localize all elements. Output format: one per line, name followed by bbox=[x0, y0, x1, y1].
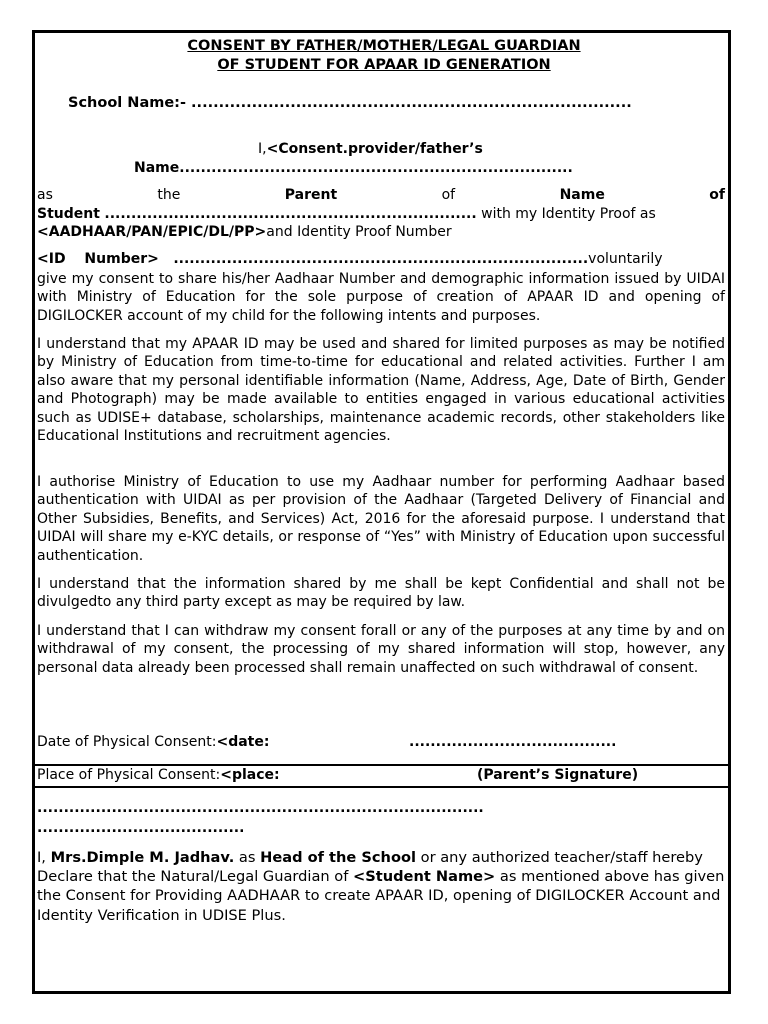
student-name-field[interactable]: ...................................................................... bbox=[104, 206, 477, 222]
school-name-row bbox=[68, 95, 632, 111]
paragraph-authorise: I authorise Ministry of Education to use my Aadhaar number for performing Aadhaar based authentication with UIDAI as per provision of the Aadhaar (Targeted Delivery of Financial and Other Subsidies, Benefits, and Services) Act, 2016 for the aforesaid purpose. I understand that UIDAI will share my e-KYC details, or response of “Yes” with Ministry of Education upon successful authentication. bbox=[37, 474, 725, 564]
place-row bbox=[37, 767, 280, 783]
paragraph-withdraw: I understand that I can withdraw my consent forall or any of the purposes at any time by and on withdrawal of my consent, the processing of my shared information will stop, however, any personal data already been processed shall remain unaffected on such withdrawal of consent. bbox=[37, 623, 725, 676]
identity-proof-text: with my Identity Proof as bbox=[476, 206, 656, 222]
consent-name-label: Name bbox=[134, 160, 180, 176]
signature-dots-line[interactable]: .................................................................................... bbox=[37, 800, 484, 816]
school-name-field[interactable]: ................................................................................ bbox=[191, 95, 632, 111]
voluntarily-text: voluntarily bbox=[588, 251, 663, 267]
date-placeholder[interactable]: <date: bbox=[216, 734, 270, 750]
consent-provider-row bbox=[258, 141, 483, 157]
declaration-paragraph bbox=[37, 848, 725, 925]
id-number-row bbox=[37, 251, 663, 267]
consent-name-row bbox=[134, 160, 573, 176]
student-row bbox=[37, 206, 656, 222]
declaration-text-2: as mentioned above has given the Consent for Providing AADHAAR to create APAAR ID, opening of DIGILOCKER Account and Identity Verification in UDISE Plus. bbox=[37, 868, 725, 924]
paragraph-apaar-usage: I understand that my APAAR ID may be used and shared for limited purposes as may be notified by Ministry of Education from time-to-time for educational and related activities. Further I am also aware that my personal identifiable information (Name, Address, Age, Date of Birth, Gender and Photograph) may be made available to entities engaged in various educational activities such as UDISE+ database, scholarships, maintenance academic records, other stakeholders like Educational Institutions and recruitment agencies. bbox=[37, 336, 725, 445]
signature-dots-line-2[interactable]: ....................................... bbox=[37, 820, 245, 836]
form-title-line1: CONSENT BY FATHER/MOTHER/LEGAL GUARDIAN bbox=[187, 38, 581, 54]
consent-name-field[interactable]: .......................................................................... bbox=[179, 160, 573, 176]
declaration-text-1: or any authorized teacher/staff hereby Declare that the Natural/Legal Guardian of bbox=[37, 849, 703, 886]
student-label: Student bbox=[37, 206, 100, 222]
id-type-row bbox=[37, 224, 452, 240]
parent-signature-label: (Parent’s Signature) bbox=[477, 767, 639, 783]
place-placeholder[interactable]: <place: bbox=[220, 767, 280, 783]
student-name-placeholder[interactable]: <Student Name> bbox=[353, 868, 496, 886]
declaration-i: I, bbox=[37, 849, 51, 866]
date-dots[interactable]: ....................................... bbox=[409, 734, 617, 750]
id-type-placeholder[interactable]: <AADHAAR/PAN/EPIC/DL/PP> bbox=[37, 224, 267, 240]
place-label: Place of Physical Consent: bbox=[37, 767, 221, 783]
date-row bbox=[37, 734, 269, 750]
declaration-as: as bbox=[234, 849, 261, 866]
word-of-2: of bbox=[709, 187, 725, 203]
id-number-field[interactable]: .............................................................................. bbox=[173, 251, 589, 267]
date-label: Date of Physical Consent: bbox=[37, 734, 217, 750]
head-name: Mrs.Dimple M. Jadhav. bbox=[50, 849, 235, 866]
paragraph-confidential: I understand that the information shared by me shall be kept Confidential and shall not be divulgedto any third party except as may be required by law. bbox=[37, 576, 725, 611]
word-name: Name bbox=[559, 187, 605, 203]
id-number-label: <ID Number> bbox=[37, 251, 159, 267]
paragraph-consent: give my consent to share his/her Aadhaar Number and demographic information issued by UIDAI with Ministry of Education for the sole purpose of creation of APAAR ID and opening of DIGILOCKER account of my child for the following intents and purposes. bbox=[37, 271, 725, 324]
school-name-label: School Name:- bbox=[68, 95, 186, 111]
consent-provider-placeholder[interactable]: <Consent.provider/father’s bbox=[266, 141, 483, 157]
consent-prefix: I, bbox=[258, 141, 267, 157]
parent-row bbox=[37, 187, 725, 203]
id-type-after: and Identity Proof Number bbox=[266, 224, 452, 240]
head-role: Head of the School bbox=[260, 849, 417, 866]
word-the: the bbox=[157, 187, 181, 203]
form-title-line2: OF STUDENT FOR APAAR ID GENERATION bbox=[217, 57, 551, 73]
word-parent: Parent bbox=[284, 187, 338, 203]
word-as: as bbox=[37, 187, 53, 203]
word-of: of bbox=[441, 187, 456, 203]
